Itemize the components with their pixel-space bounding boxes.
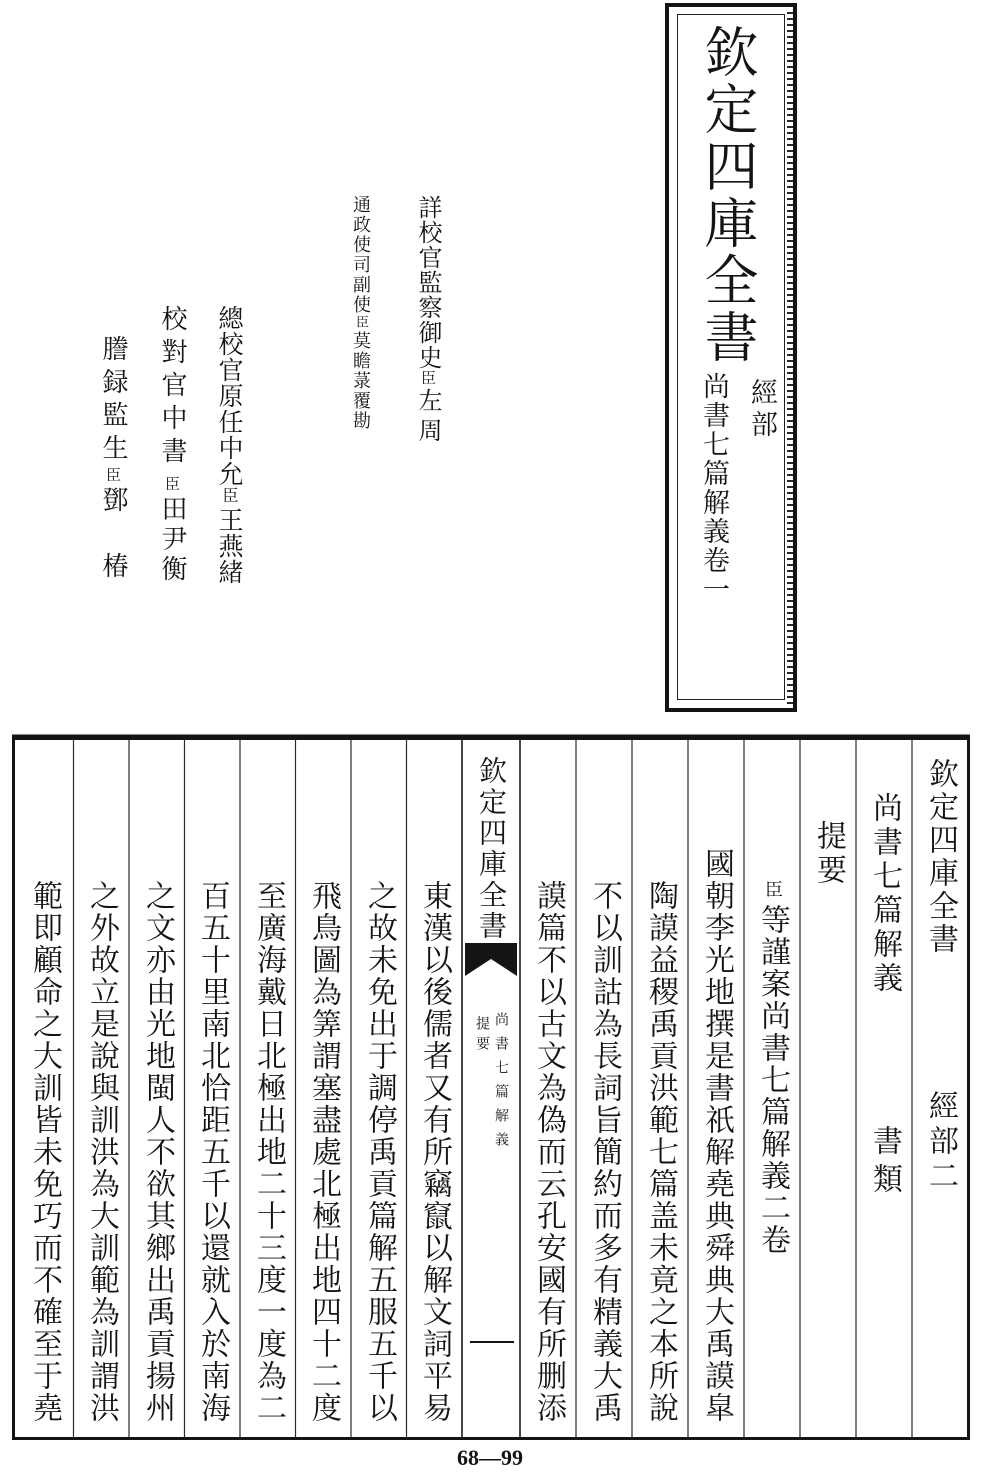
- credit-reviewer: [351, 195, 369, 431]
- leaf-category: 書類: [867, 1125, 902, 1201]
- credit-chen: 臣: [220, 487, 239, 507]
- fold-book-title: 尚書七篇解義: [493, 1012, 509, 1156]
- text-column: 謨篇不以古文為偽而云孔安國有所删添: [531, 880, 566, 1424]
- text-column: 不以訓詁為長詞旨簡約而多有精義大禹: [587, 880, 622, 1424]
- credit-collator: [159, 305, 185, 585]
- opening-text: 等謹案尚書七篇解義二卷: [755, 904, 790, 1256]
- credit-name: 椿: [98, 552, 128, 578]
- credit-chen: 臣: [104, 467, 122, 486]
- credit-title: 詳校官監察御史: [414, 195, 442, 370]
- text-column: 東漢以後儒者又有所竊竄以解文詞平易: [417, 880, 452, 1424]
- fish-tail-ornament: [465, 943, 517, 976]
- leaf-section-label: 提要: [811, 820, 846, 888]
- credit-name: 田尹衡: [157, 495, 187, 585]
- credit-title: 謄録監生: [98, 335, 128, 467]
- leaf-division: 經部二: [923, 1090, 958, 1195]
- title-slip-title: 欽定四庫全書: [696, 24, 759, 366]
- title-slip-section: 經部: [746, 378, 777, 442]
- text-column: 飛鳥圖為筭謂塞盡處北極出地四十二度: [306, 880, 341, 1424]
- text-column-raised: 國朝李光地撰是書祇解堯典舜典大禹謨皐: [699, 848, 734, 1424]
- credit-name: 左: [414, 388, 442, 412]
- page-number: 68—99: [457, 1445, 523, 1470]
- credit-chen: 臣: [419, 370, 437, 388]
- opening-chen: 臣: [762, 880, 783, 904]
- title-slip-volume: 尚書七篇解義卷一: [698, 372, 729, 604]
- credit-title: 總校官原任中允: [215, 305, 244, 487]
- title-slip-hatched-edge: [787, 12, 793, 706]
- text-column: 至廣海戴日北極出地二十三度一度為二: [251, 880, 286, 1424]
- credit-copyist: [100, 335, 126, 578]
- credit-action: 覆勘: [350, 391, 371, 431]
- credit-name: 鄧: [98, 486, 128, 512]
- text-column: 範即顧命之大訓皆未免巧而不確至于堯: [27, 880, 62, 1424]
- credit-detail-proofreader: [416, 195, 440, 442]
- text-column: 之故未免出于調停禹貢篇解五服五千以: [362, 880, 397, 1424]
- fold-series-title: 欽定四庫全書: [475, 756, 508, 942]
- leaf-book-title: 尚書七篇解義: [867, 792, 902, 996]
- text-column: 陶謨益稷禹貢洪範七篇盖未竟之本所說: [643, 880, 678, 1424]
- credit-title: 通政使司副使: [350, 195, 371, 315]
- leaf-series-title: 欽定四庫全書: [923, 758, 958, 956]
- credit-name: 莫瞻菉: [350, 331, 371, 391]
- credit-chen: 臣: [163, 476, 181, 495]
- fold-section: 提要: [474, 1016, 490, 1056]
- text-column: 之文亦由光地閩人不欲其鄉出禹貢揚州: [140, 880, 175, 1424]
- credit-name: 周: [414, 418, 442, 442]
- credit-chen: 臣: [353, 315, 368, 331]
- text-column: [755, 880, 790, 1256]
- credit-chief-proofreader: [217, 305, 242, 585]
- credit-title: 校對官中書: [157, 305, 187, 470]
- text-column: 百五十里南北恰距五千以還就入於南海: [195, 880, 230, 1424]
- credit-name: 王燕緒: [215, 507, 244, 585]
- text-column: 之外故立是說與訓洪為大訓範為訓謂洪: [84, 880, 119, 1424]
